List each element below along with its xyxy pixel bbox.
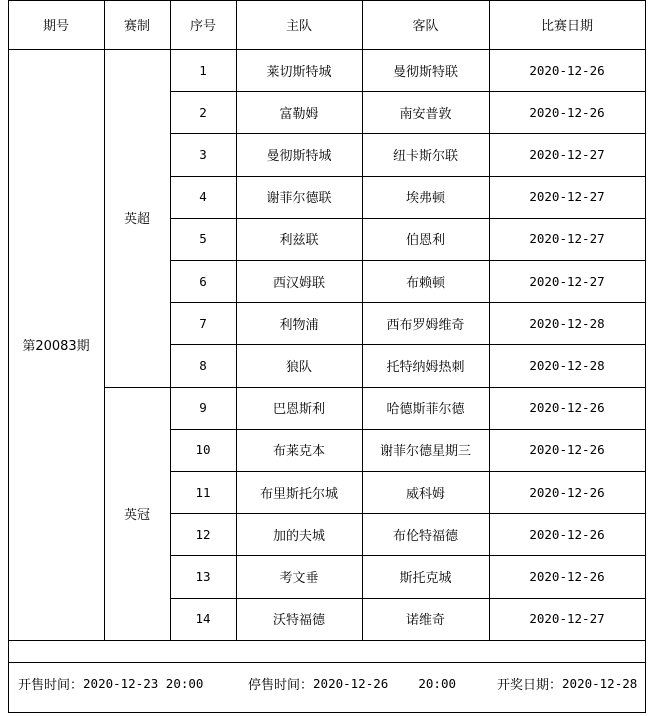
column-divider (170, 0, 171, 640)
match-date: 2020-12-26 (529, 526, 605, 542)
draw-date-value: 2020-12-28 (562, 675, 638, 691)
home-team: 沃特福德 (272, 613, 325, 629)
match-date: 2020-12-27 (529, 231, 605, 247)
match-date: 2020-12-27 (529, 146, 605, 162)
away-team: 威科姆 (405, 486, 445, 502)
home-team: 西汉姆联 (272, 275, 325, 291)
away-team: 曼彻斯特联 (392, 64, 458, 80)
home-team: 利兹联 (279, 233, 319, 249)
table-border-right (645, 0, 646, 712)
away-team: 布赖顿 (405, 275, 445, 291)
away-team: 布伦特福德 (392, 528, 458, 544)
home-team: 巴恩斯利 (272, 402, 325, 418)
period-value: 第20083期 (22, 338, 90, 354)
home-team: 利物浦 (279, 317, 319, 333)
header-index: 序号 (189, 19, 216, 34)
home-team: 曼彻斯特城 (266, 148, 332, 164)
home-team: 考文垂 (279, 570, 319, 586)
row-divider (170, 260, 645, 261)
away-team: 哈德斯菲尔德 (386, 402, 465, 418)
row-divider (170, 302, 645, 303)
column-divider (236, 0, 237, 640)
match-date: 2020-12-26 (529, 442, 605, 458)
row-divider (170, 218, 645, 219)
away-team: 伯恩利 (405, 233, 445, 249)
footer-divider (8, 662, 645, 663)
row-divider (170, 344, 645, 345)
away-team: 埃弗顿 (405, 191, 445, 207)
row-divider (170, 387, 645, 388)
home-team: 加的夫城 (272, 528, 325, 544)
match-date: 2020-12-26 (529, 400, 605, 416)
row-divider (170, 133, 645, 134)
match-index: 12 (195, 526, 211, 542)
home-team: 谢菲尔德联 (266, 191, 332, 207)
header-period: 期号 (42, 19, 69, 34)
match-index: 7 (199, 315, 207, 331)
match-date: 2020-12-26 (529, 104, 605, 120)
sale-start (18, 671, 203, 695)
header-date: 比赛日期 (540, 19, 593, 34)
match-index: 13 (195, 568, 211, 584)
match-index: 11 (195, 484, 211, 500)
match-date: 2020-12-28 (529, 357, 605, 373)
table-border-bottom (8, 712, 646, 713)
match-date: 2020-12-28 (529, 315, 605, 331)
home-team: 富勒姆 (279, 106, 319, 122)
draw-date (497, 671, 637, 695)
sale-end-label: 停售时间： (248, 677, 314, 693)
away-team: 西布罗姆维奇 (386, 317, 465, 333)
match-date: 2020-12-27 (529, 189, 605, 205)
column-divider (489, 0, 490, 640)
row-divider (170, 513, 645, 514)
match-index: 8 (199, 357, 207, 373)
competition-group: 英超 (123, 212, 150, 228)
match-index: 9 (199, 400, 207, 416)
match-index: 10 (195, 442, 211, 458)
table-bottom-line (8, 640, 645, 641)
column-divider (362, 0, 363, 640)
draw-date-label: 开奖日期： (497, 677, 563, 693)
row-divider (170, 176, 645, 177)
match-date: 2020-12-27 (529, 611, 605, 627)
column-divider (104, 0, 105, 640)
match-index: 5 (199, 231, 207, 247)
row-divider (170, 555, 645, 556)
table-border-left (8, 0, 9, 712)
away-team: 南安普敦 (399, 106, 452, 122)
sale-end (248, 671, 456, 695)
match-date: 2020-12-26 (529, 62, 605, 78)
sale-end-value: 2020-12-26 20:00 (313, 675, 457, 691)
group-divider (104, 387, 170, 388)
competition-group: 英冠 (123, 507, 150, 523)
match-date: 2020-12-26 (529, 484, 605, 500)
home-team: 莱切斯特城 (266, 64, 332, 80)
row-divider (170, 429, 645, 430)
row-divider (170, 91, 645, 92)
header-away: 客队 (412, 19, 439, 34)
home-team: 狼队 (285, 359, 312, 375)
away-team: 托特纳姆热刺 (386, 359, 465, 375)
home-team: 布里斯托尔城 (259, 486, 338, 502)
match-date: 2020-12-26 (529, 568, 605, 584)
match-index: 14 (195, 611, 211, 627)
row-divider (170, 598, 645, 599)
match-index: 4 (199, 189, 207, 205)
away-team: 纽卡斯尔联 (392, 148, 458, 164)
header-home: 主队 (285, 19, 312, 34)
match-index: 1 (199, 62, 207, 78)
away-team: 谢菲尔德星期三 (379, 444, 471, 460)
away-team: 诺维奇 (405, 613, 445, 629)
sale-start-value: 2020-12-23 20:00 (83, 675, 204, 691)
match-index: 6 (199, 273, 207, 289)
away-team: 斯托克城 (399, 570, 452, 586)
match-index: 2 (199, 104, 207, 120)
match-date: 2020-12-27 (529, 273, 605, 289)
header-competition: 赛制 (123, 19, 150, 34)
home-team: 布莱克本 (272, 444, 325, 460)
match-index: 3 (199, 146, 207, 162)
sale-start-label: 开售时间： (18, 677, 84, 693)
row-divider (170, 471, 645, 472)
